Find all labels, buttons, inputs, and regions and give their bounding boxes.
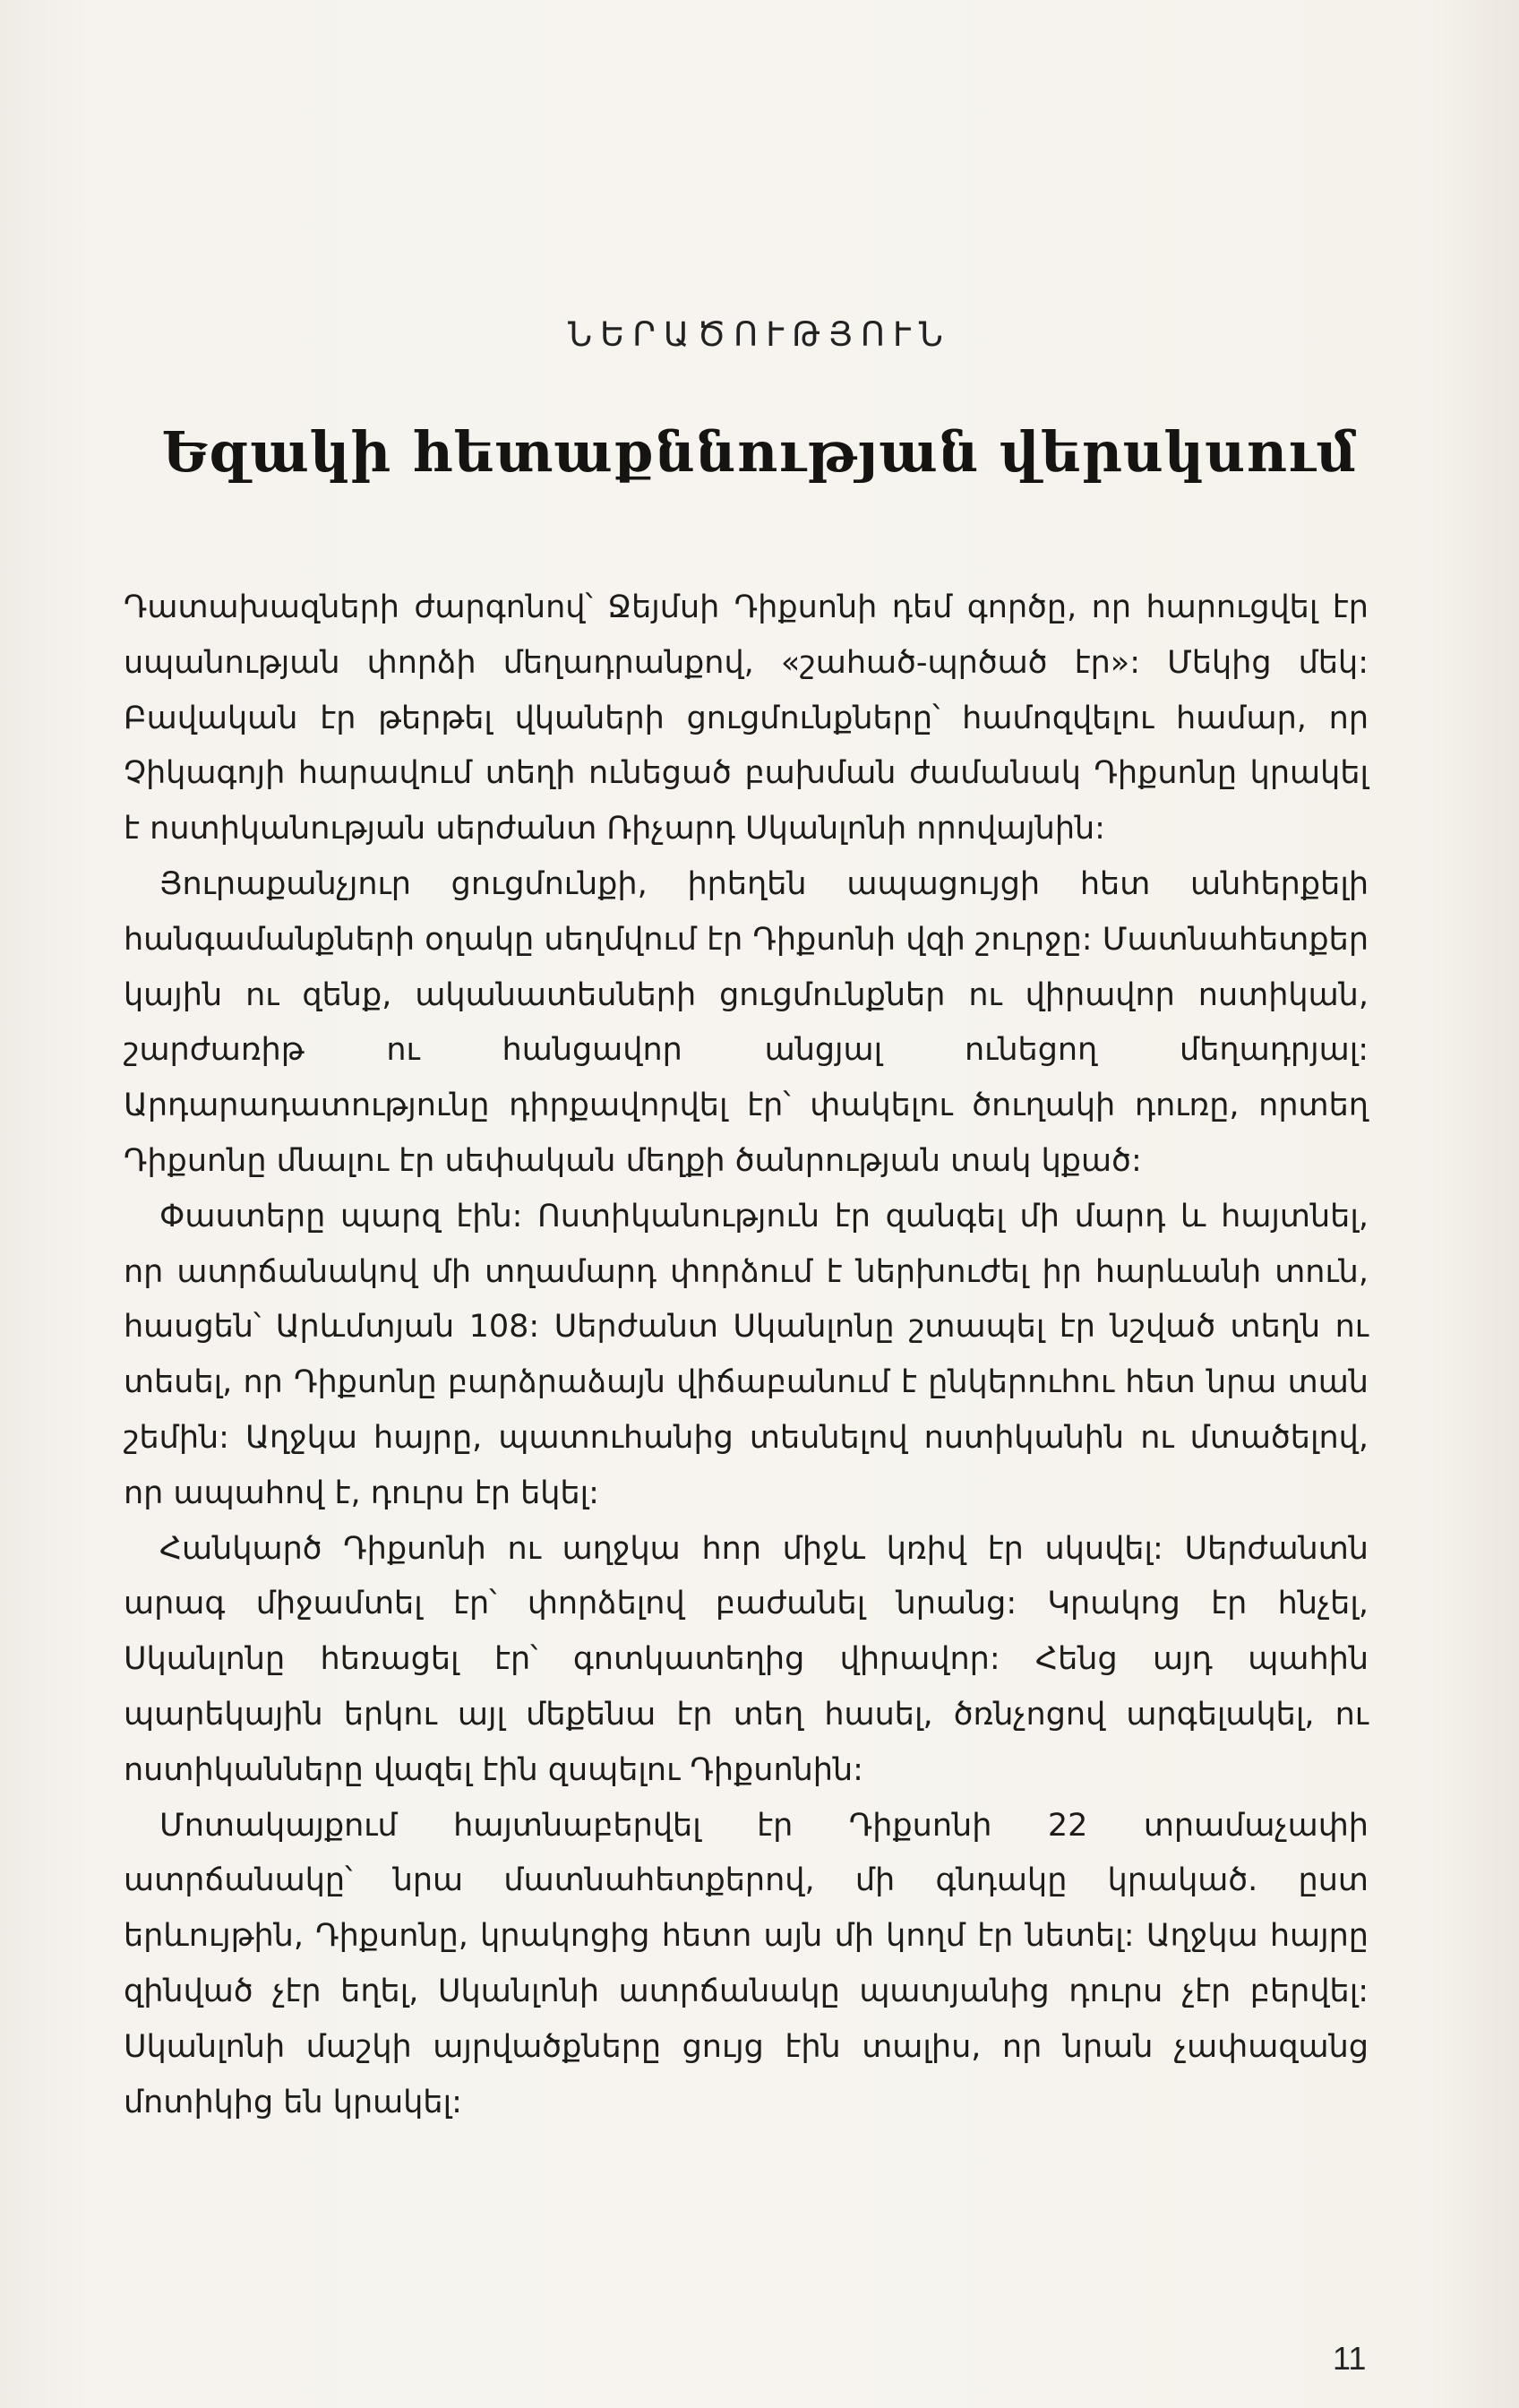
body-text	[124, 580, 1369, 2130]
page-number: 11	[1333, 2340, 1367, 2377]
paragraph: Հանկարծ Դիքսոնի ու աղջկա հոր միջև կռիվ էր սկսվել: Սերժանտն արագ միջամտել էր՝ փորձելով բաժանել նրանց: Կրակոց էր հնչել, Սկանլոնը հեռացել էր՝ գոտկատեղից վիրավոր: Հենց այդ պահին պարեկային երկու այլ մեքենա էր տեղ հասել, ծռնչոցով արգելակել, ու ոստիկանները վազել էին զսպելու Դիքսոնին:	[124, 1530, 1369, 1788]
paragraph: Մոտակայքում հայտնաբերվել էր Դիքսոնի 22 տրամաչափի ատրճանակը՝ նրա մատնահետքերով, մի գնդակը կրակած. ըստ երևույթին, Դիքսոնը, կրակոցից հետո այն մի կողմ էր նետել: Աղջկա հայրը զինված չէր եղել, Սկանլոնի ատրճանակը պատյանից դուրս չէր բերվել: Սկանլոնի մաշկի այրվածքները ցույց էին տալիս, որ նրան չափազանց մոտիկից են կրակել:	[124, 1807, 1369, 2120]
paragraph: Դատախազների ժարգոնով՝ Ջեյմսի Դիքսոնի դեմ գործը, որ հարուցվել էր սպանության փորձի մեղադրանքով, «շահած-պրծած էր»: Մեկից մեկ: Բավական էր թերթել վկաների ցուցմունքները՝ համոզվելու համար, որ Չիկագոյի հարավում տեղի ունեցած բախման ժամանակ Դիքսոնը կրակել է ոստիկանության սերժանտ Ռիչարդ Սկանլոնի որովայնին:	[124, 589, 1369, 847]
paragraph: Յուրաքանչյուր ցուցմունքի, իրեղեն ապացույցի հետ անհերքելի հանգամանքների օղակը սեղմվում էր Դիքսոնի վզի շուրջը: Մատնահետքեր կային ու զենք, ականատեսների ցուցմունքներ ու վիրավոր ոստիկան, շարժառիթ ու հանցավոր անցյալ ունեցող մեղադրյալ: Արդարադատությունը դիրքավորվել էր՝ փակելու ծուղակի դուռը, որտեղ Դիքսոնը մնալու էր սեփական մեղքի ծանրության տակ կքած:	[124, 865, 1369, 1179]
chapter-title: Եզակի հետաքննության վերսկսում	[161, 419, 1358, 485]
section-label: ՆԵՐԱԾՈՒԹՅՈՒՆ	[568, 315, 951, 354]
paragraph: Փաստերը պարզ էին: Ոստիկանություն էր զանգել մի մարդ և հայտնել, որ ատրճանակով մի տղամարդ փորձում է ներխուժել իր հարևանի տուն, հասցեն՝ Արևմտյան 108: Սերժանտ Սկանլոնը շտապել էր նշված տեղն ու տեսել, որ Դիքսոնը բարձրաձայն վիճաբանում է ընկերուհու հետ նրա տան շեմին: Աղջկա հայրը, պատուհանից տեսնելով ոստիկանին ու մտածելով, որ ապահով է, դուրս էր եկել:	[124, 1198, 1369, 1511]
